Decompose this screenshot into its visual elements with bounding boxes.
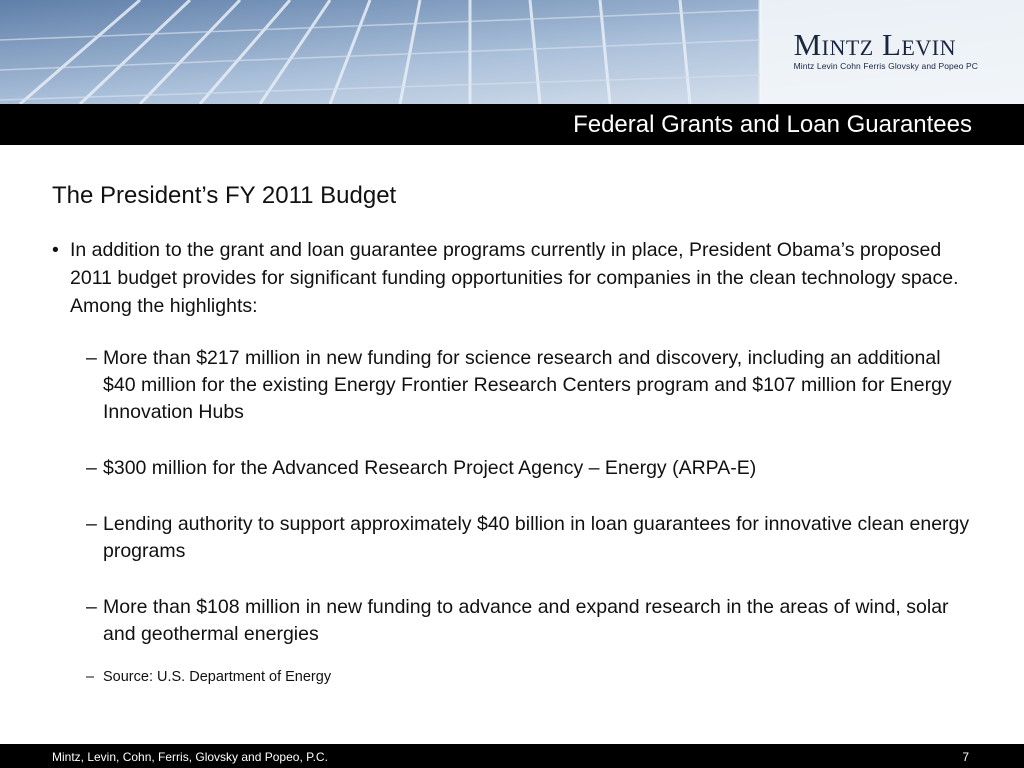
list-item-text: $300 million for the Advanced Research Project Agency – Energy (ARPA-E) [103,457,757,479]
footer-bar [0,744,1024,768]
slide-title: Federal Grants and Loan Guarantees [573,111,972,138]
highlights-list [86,345,972,686]
dash-marker: – [86,596,97,618]
header-photo-band [0,0,1024,104]
list-item-text: More than $108 million in new funding to advance and expand research in the areas of wind, solar and geothermal energies [103,596,949,645]
footer-firm-name: Mintz, Levin, Cohn, Ferris, Glovsky and Popeo, P.C. [52,750,328,764]
slide-content [52,182,972,686]
list-item [86,345,972,426]
main-bullet-text: In addition to the grant and loan guarantee programs currently in place, President Obama’s proposed 2011 budget provides for significant funding opportunities for companies in the clean technology space. Among the highlights: [70,239,959,317]
source-text: Source: U.S. Department of Energy [103,669,332,685]
list-item [86,455,972,482]
list-item [86,594,972,648]
bullet-marker: • [52,239,59,261]
logo-tagline: Mintz Levin Cohn Ferris Glovsky and Popeo PC [793,61,978,71]
firm-logo [793,27,978,71]
main-bullet [52,236,972,320]
dash-marker: – [86,669,95,685]
logo-wordmark: Mintz Levin [793,27,956,62]
title-bar [0,104,1024,145]
dash-marker: – [86,513,97,535]
list-item-text: More than $217 million in new funding for science research and discovery, including an additional $40 million for the existing Energy Frontier Research Centers program and $107 million for Energy Innovation Hubs [103,347,952,423]
dash-marker: – [86,457,97,479]
source-note [86,668,972,686]
page-number: 7 [962,750,969,764]
list-item-text: Lending authority to support approximately $40 billion in loan guarantees for innovative clean energy programs [103,513,970,562]
slide-subtitle: The President’s FY 2011 Budget [52,182,397,209]
list-item [86,511,972,565]
dash-marker: – [86,347,97,369]
